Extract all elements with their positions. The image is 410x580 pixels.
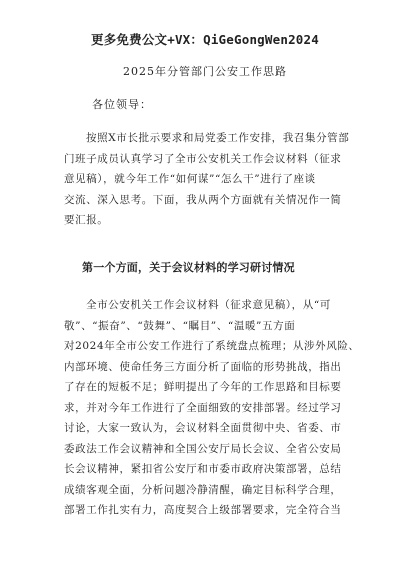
paragraph-line: 成绩客观全面，分析问题冷静清醒，确定目标科学合理， <box>64 483 342 496</box>
paragraph-line: 意见稿），就今年工作“如何谋”“怎么干”进行了座谈 <box>64 173 316 185</box>
salutation: 各位领导： <box>92 98 152 111</box>
section-heading: 第一个方面，关于会议材料的学习研讨情况 <box>82 261 295 274</box>
paragraph-line: 敬”、“振奋”、“鼓舞”、“瞩目”、“温暖”五方面 <box>64 319 296 332</box>
paragraph-line: 讨论，大家一致认为，会议材料全面贯彻中央、省委、市 <box>64 422 342 434</box>
paragraph-line: 按照X市长批示要求和局党委工作安排，我召集分管部 <box>86 132 350 144</box>
paragraph-line: 要汇报。 <box>64 214 109 226</box>
paragraph-line: 门班子成员认真学习了全市公安机关工作会议材料（征求 <box>64 152 342 165</box>
intro-paragraph <box>64 128 352 231</box>
paragraph-line: 求，并对今年工作进行了全面细致的安排部署。经过学习 <box>64 401 342 414</box>
paragraph-line: 长会议精神，紧扣省公安厅和市委市政府决策部署，总结 <box>64 463 342 475</box>
paragraph-line: 了存在的短板不足；鲜明提出了今年的工作思路和目标要 <box>64 381 342 393</box>
document-title: 2025年分管部门公安工作思路 <box>123 65 287 78</box>
paragraph-line: 内部环境、使命任务三方面分析了面临的形势挑战，指出 <box>64 360 342 373</box>
paragraph-line: 部署工作扎实有力，高度契合上级部署要求，完全符合当 <box>64 504 342 516</box>
paragraph-line: 对2024年全市公安工作进行了系统盘点梳理；从涉外风险、 <box>64 340 360 352</box>
promo-banner: 更多免费公文+VX：QiGeGongWen2024 <box>91 32 319 47</box>
paragraph-line: 交流、深入思考。下面，我从两个方面就有关情况作一简 <box>64 193 342 206</box>
paragraph-line: 全市公安机关工作会议材料（征求意见稿），从“可 <box>86 299 331 311</box>
section-paragraph <box>64 295 360 521</box>
paragraph-line: 委政法工作会议精神和全国公安厅局长会议、全省公安局 <box>64 442 342 455</box>
